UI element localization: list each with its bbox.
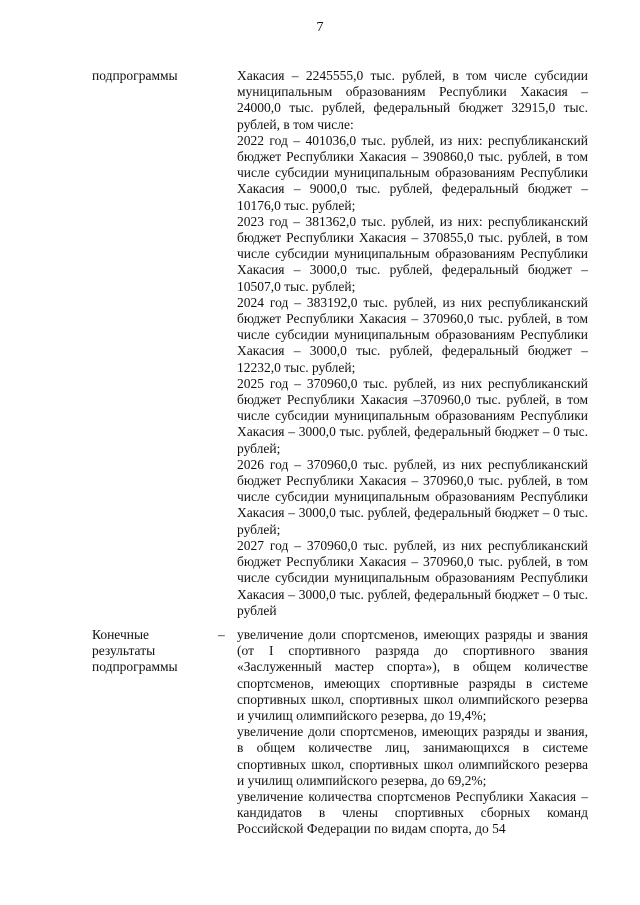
financing-year-2022: 2022 год – 401036,0 тыс. рублей, из них: республиканский бюджет Республики Хакасия – 390860,0 тыс. рублей, в том числе субсидии муниципальным образованиям Республики Хакасия – 9000,0 тыс. рублей, федеральный бюджет – 10176,0 тыс. рублей; — [237, 132, 588, 213]
page-number: 7 — [316, 20, 324, 35]
row-label — [92, 68, 222, 84]
financing-year-2025: 2025 год – 370960,0 тыс. рублей, из них республиканский бюджет Республики Хакасия –370960,0 тыс. рублей, в том числе субсидии муниципальным образованиям Республики Хакасия – 3000,0 тыс. рублей, федеральный бюджет – 0 тыс. рублей; — [237, 375, 588, 456]
financing-paragraph: Хакасия – 2245555,0 тыс. рублей, в том числе субсидии муниципальным образованиям Республики Хакасия – 24000,0 тыс. рублей, федеральный бюджет 32915,0 тыс. рублей, в том числе: — [237, 68, 588, 132]
result-item: увеличение доли спортсменов, имеющих разряды и звания (от I спортивного разряда до спортивного звания «Заслуженный мастер спорта»), в общем количестве спортсменов, имеющих спортивные разряды в системе спортивных школ, спортивных школ олимпийского резерва и училищ олимпийского резерва, до 19,4%; — [237, 627, 588, 724]
row-label-line: подпрограммы — [92, 68, 178, 83]
financing-year-2024: 2024 год – 383192,0 тыс. рублей, из них республиканский бюджет Республики Хакасия – 370960,0 тыс. рублей, в том числе субсидии муниципальным образованиям Республики Хакасия – 3000,0 тыс. рублей, федеральный бюджет – 12232,0 тыс. рублей; — [237, 294, 588, 375]
financing-year-2026: 2026 год – 370960,0 тыс. рублей, из них республиканский бюджет Республики Хакасия – 370960,0 тыс. рублей, в том числе субсидии муниципальным образованиям Республики Хакасия – 3000,0 тыс. рублей, федеральный бюджет – 0 тыс. рублей; — [237, 456, 588, 537]
row-dash: – — [218, 627, 225, 642]
row-content — [237, 68, 588, 619]
row-label-line: Конечные — [92, 627, 150, 642]
result-item: увеличение доли спортсменов, имеющих разряды и звания, в общем количестве лиц, занимающихся в системе спортивных школ, спортивных школ олимпийского резерва и училищ олимпийского резерва, до 69,2%; — [237, 724, 588, 788]
result-item: увеличение количества спортсменов Республики Хакасия – кандидатов в члены спортивных сборных команд Российской Федерации по видам спорта, до 54 — [237, 789, 588, 837]
financing-year-2027: 2027 год – 370960,0 тыс. рублей, из них республиканский бюджет Республики Хакасия – 370960,0 тыс. рублей, в том числе субсидии муниципальным образованиям Республики Хакасия – 3000,0 тыс. рублей, федеральный бюджет – 0 тыс. рублей — [237, 537, 588, 618]
financing-year-2023: 2023 год – 381362,0 тыс. рублей, из них: республиканский бюджет Республики Хакасия – 370855,0 тыс. рублей, в том числе субсидии муниципальным образованиям Республики Хакасия – 3000,0 тыс. рублей, федеральный бюджет – 10507,0 тыс. рублей; — [237, 213, 588, 294]
row-label-line: результаты — [92, 643, 156, 659]
row-content — [237, 627, 588, 838]
row-label-line: подпрограммы — [92, 659, 178, 675]
row-label — [92, 627, 222, 676]
